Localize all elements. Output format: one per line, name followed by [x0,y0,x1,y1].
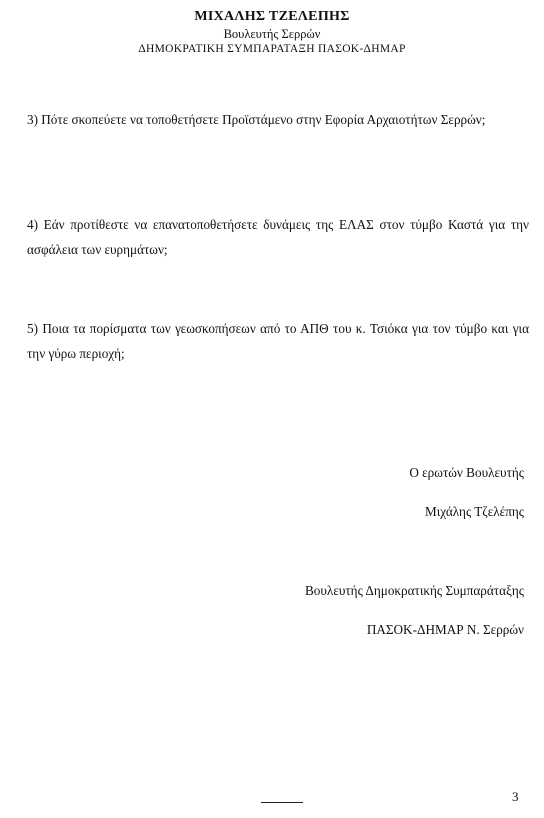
question-3: 3) Πότε σκοπεύετε να τοποθετήσετε Προϊστάμενο στην Εφορία Αρχαιοτήτων Σερρών; [27,112,486,127]
question-4: 4) Εάν προτίθεστε να επανατοποθετήσετε δυνάμεις της ΕΛΑΣ στον τύμβο Καστά για την ασφάλεια των ευρημάτων; [27,217,529,257]
footer-address [0,810,544,818]
author-title: Βουλευτής Σερρών [223,27,321,41]
signature-name: Μιχάλης Τζελέπης [425,504,524,519]
signature-affiliation: Βουλευτής Δημοκρατικής Συμπαράταξης [305,583,524,598]
author-name: ΜΙΧΑΛΗΣ ΤΖΕΛΕΠΗΣ [194,9,350,24]
signature-role: Ο ερωτών Βουλευτής [409,465,524,480]
question-5: 5) Ποια τα πορίσματα των γεωσκοπήσεων από το ΑΠΘ του κ. Τσιόκα για τον τύμβο και για την γύρω περιοχή; [27,321,529,361]
page-number: 3 [512,789,519,804]
party-name: ΔΗΜΟΚΡΑΤΙΚΗ ΣΥΜΠΑΡΑΤΑΞΗ ΠΑΣΟΚ-ΔΗΜΑΡ [138,43,406,55]
footer-rule [261,802,303,803]
signature-party: ΠΑΣΟΚ-ΔΗΜΑΡ Ν. Σερρών [366,622,524,637]
